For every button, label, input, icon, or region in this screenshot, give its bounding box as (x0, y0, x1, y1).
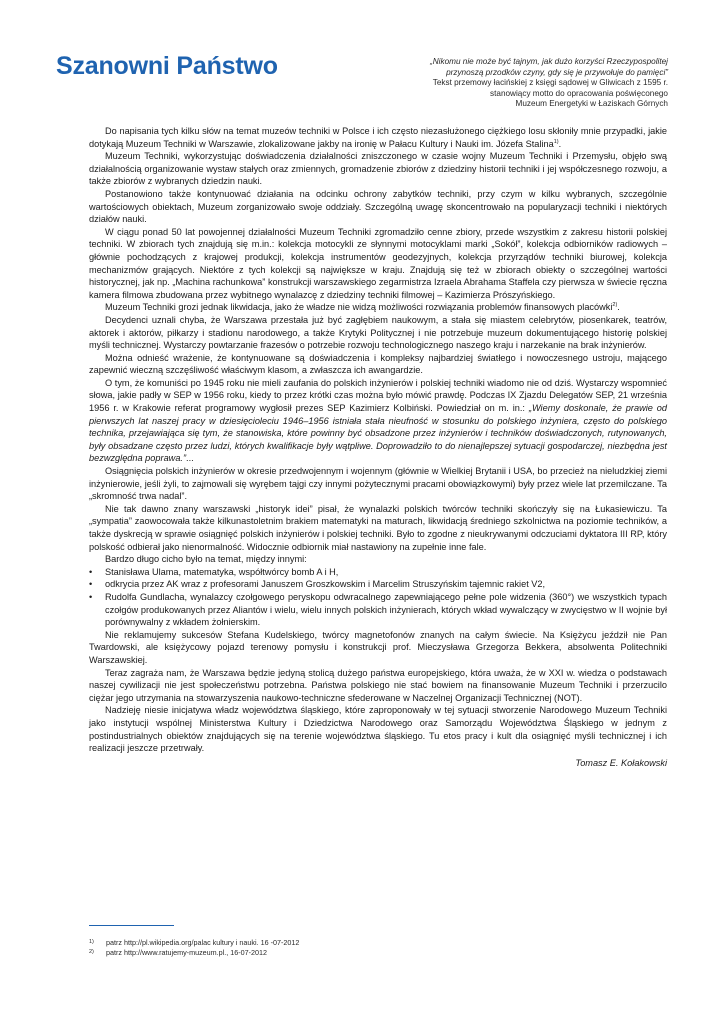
list-item (89, 566, 667, 579)
bullet-icon: • (89, 591, 93, 602)
footnote-number: 1) (89, 939, 94, 945)
epigraph (338, 57, 668, 110)
paragraph-text: O tym, że komuniści po 1945 roku nie mieli zaufania do polskich inżynierów i polskiej techniki wiadomo nie od dziś. Wystarczy wspomnieć słowa, jakie padły w SEP w 1956 roku, kiedy to przez krótki czas można było mówić prawdę. Podczas IX Zjazdu Delegatów SEP, 21 września 1956 r. w Krakowie referat programowy wygłosił prezes SEP Kazimierz Kolbiński. Powiedział on m. in.: (89, 377, 667, 414)
paragraph: Muzeum Techniki, wykorzystując doświadczenia działalności zniszczonego w czasie wojny Muzeum Techniki i Przemysłu, objęło swą działalnością organizowanie wystaw stałych oraz zmiennych, gromadzenie zbiorów z dziedziny historii techniki i jej współczesnego rozwoju, a także zbiorów z wybranych dziedzin nauki. (89, 151, 667, 187)
list-item (89, 578, 667, 591)
list-item (89, 591, 667, 629)
paragraph: Postanowiono także kontynuować działania na odcinku ochrony zabytków techniki, przy czym w kilku wybranych, szczególnie wartościowych obiektach, Muzeum zorganizowało swoje oddziały. Szczególną uwagę skoncentrowało na popularyzacji techniki i niektórych działów nauki. (89, 188, 667, 225)
footnote-divider (89, 925, 174, 926)
paragraph (89, 125, 667, 150)
paragraph: Teraz zagraża nam, że Warszawa będzie jedyną stolicą dużego państwa europejskiego, która uważa, że w XXI w. wiedza o podstawach naszej cywilizacji nie jest społeczeństwu potrzebna. Państwa polskiego nie stać bowiem na finansowanie Muzeum Techniki i przerzucilo ciężar jego utrzymania na stowarzyszenia naukowo-techniczne sfederowane w Naczelnej Organizacji Technicznej (NOT). (89, 667, 667, 703)
page-title: Szanowni Państwo (56, 52, 278, 80)
footnote-ref: 2) (612, 302, 618, 309)
paragraph-text: Muzeum Techniki grozi jednak likwidacja, jako że władze nie widzą możliwości rozwiązania problemów finansowych placówki (105, 302, 613, 313)
paragraph: Można odnieść wrażenie, że kontynuowane są doświadczenia i kompleksy najbardziej światłego i nowoczesnego ustroju, mającego zapewnić wieczną szczęśliwość właściwym klasom, a zwłaszcza ich awangardzie. (89, 352, 667, 376)
paragraph-end: . (617, 302, 620, 313)
paragraph: Nie reklamujemy sukcesów Stefana Kudelskiego, twórcy magnetofonów znanych na całym świecie. Na Księżycu jeździł nie Pan Twardowski, ale księżycowy pojazd terenowy pomysłu i konstrukcji prof. Mieczysława Grzegorza Bekkera, absolwenta Politechniki Warszawskiej. (89, 629, 667, 665)
epigraph-source-line: Tekst przemowy łacińskiej z księgi sądowej w Gliwicach z 1595 r. (432, 78, 668, 88)
paragraph: Decydenci uznali chyba, że Warszawa przestała już być zagłębiem naukowym, a stała się miastem celebrytów, piosenkarek, teatrów, aktorek i aktorów, piłkarzy i stadionu narodowego, a także Krytyki Politycznej i nie potrzebuje muzeum dokumentującego historię polskiej myśli technicznej. Wystarczy powtarzanie frazesów o potrzebie rozwoju technologicznego naszego kraju i narzekanie na brak inżynierów. (89, 314, 667, 351)
epigraph-source-line: stanowiący motto do opracowania poświęconego (490, 88, 668, 98)
author-signature: Tomasz E. Kołakowski (575, 757, 667, 768)
footnote-text: patrz http://www.ratujemy-muzeum.pl., 16-07-2012 (106, 948, 267, 958)
footnote (89, 948, 489, 958)
paragraph: Nie tak dawno znany warszawski „historyk idei” pisał, że wynalazki polskich twórców techniki skończyły się na Łukasiewiczu. Ta „sympatia” zaowocowała także kilkunastoletnim brakiem matematyki na maturach, likwidacją średniego szkolnictwa na poziomie techników, a także dyskrecją w sprawie osiągnięć polskich inżynierów i polskiej techniki. Było to zgodne z nieukrywanymi odczuciami dyktatora III RP, który polskość odbierał jako nienormalność. Widocznie odbiornik miał nastawiony na zupełnie inne fale. (89, 503, 667, 552)
paragraph: Bardzo długo cicho było na temat, między innymi: (105, 554, 307, 565)
paragraph (89, 377, 667, 465)
bullet-icon: • (89, 579, 93, 590)
epigraph-source-line: Muzeum Energetyki w Łaziskach Górnych (515, 99, 668, 109)
epigraph-quote-line: „Nikomu nie może być tajnym, jak dużo korzyści Rzeczypospolitej (430, 57, 668, 66)
paragraph (89, 301, 667, 314)
footnotes (89, 938, 489, 958)
italic-quote: „Wiemy doskonale, że prawie od pierwszych lat naszej pracy w dziesięcioleciu 1946–1956 istniała stała nieufność w stosunku do polskiego inżyniera, często do polskiego technika, przejawiająca się tym, że stanowiska, które powinny być obsadzone przez inżynierów i techników doświadczonych, rutynowanych, były obsadzane często przez ludzi, których kwalifikacje były wątpliwe. Doprowadziło to do nienajlepszej sytuacji gospodarczej, niezbędna jest bezwzględna poprawa.” (89, 403, 667, 464)
bullet-list (89, 566, 667, 629)
article-body (89, 125, 667, 769)
epigraph-quote-line: przynoszą przodków czyny, gdy się je przywołuje do pamięci” (446, 67, 668, 77)
paragraph-text: Do napisania tych kilku słów na temat muzeów techniki w Polsce i ich często niezasłużonego ciężkiego losu skłoniły mnie przypadki, jakie dotykają Muzeum Techniki w Warszawie, zlokalizowane jakby na ironię w Pałacu Kultury i Nauki im. Józefa Stalina (89, 126, 667, 149)
paragraph: Osiągnięcia polskich inżynierów w okresie przedwojennym i wojennym (głównie w Wielkiej Brytanii i USA, bo przecież na nieludzkiej ziemi inżynierowie, jeśli żyli, to zajmowali się wyrębem tajgi czy innymi pożytecznymi pracami obowiązkowymi) były przez wiele lat przemilczane. Ta „skromność trwa nadal”. (89, 466, 667, 502)
paragraph-end: ... (186, 453, 194, 464)
list-item-text: Stanisława Ulama, matematyka, współtwórcy bomb A i H, (105, 566, 339, 577)
footnote-number: 2) (89, 949, 94, 956)
list-item-text: Rudolfa Gundlacha, wynalazcy czołgowego peryskopu odwracalnego zapewniającego pełne pole widzenia (360°) we wszystkich typach czołgów produkowanych przez Aliantów i wielu, wielu innych polskich inżynierach, których wkład wywalczący w zwycięstwo w II wojnie był porównywalny z wkładem żołnierskim. (105, 591, 667, 628)
paragraph: W ciągu ponad 50 lat powojennej działalności Muzeum Techniki zgromadziło cenne zbiory, przede wszystkim z zakresu historii polskiej techniki. W zbiorach tych znajdują się m.in.: kolekcja motocykli ze słynnymi motocyklami marki „Sokół”, kolekcja odbiorników radiowych – głównie pochodzących z krajowej produkcji, kolekcja instrumentów geodezyjnych, kolekcja przyrządów techniki biurowej, kolekcja mechanizmów grających. Niektóre z tych kolekcji są największe w kraju. Znajdują się też w zbiorach obiekty o szczególnej wartości historycznej, jak np. „Machina rachunkowa” konstrukcji warszawskiego zegarmistrza Izraela Abrahama Staffela czy pierwsza w świecie ręczna kamera filmowa zbudowana przez wybitnego wynalazcę z dziedziny techniki filmowej – Kazimierza Prószyńskiego. (89, 226, 667, 300)
list-item-text: odkrycia przez AK wraz z profesorami Januszem Groszkowskim i Marcelim Struszyńskim tajemnic rakiet V2, (105, 579, 546, 590)
bullet-icon: • (89, 566, 93, 577)
footnote (89, 938, 489, 948)
footnote-ref: 1) (553, 138, 559, 145)
paragraph: Nadzieję niesie inicjatywa władz województwa śląskiego, które zaproponowały w tej sytuacji stworzenie Narodowego Muzeum Techniki jako instytucji wspólnej Ministerstwa Kultury i Dziedzictwa Narodowego oraz Samorządu Województwa Śląskiego w jednym z postindustrialnych obiektów znajdujących się na terenie województwa śląskiego. Tu etos pracy i kult dla osiągnięć myśli technicznej i ich realizacji jeszcze przetrwały. (89, 705, 667, 754)
paragraph-end: . (558, 138, 562, 149)
footnote-text: patrz http://pl.wikipedia.org/palac kultury i nauki. 16 -07-2012 (106, 938, 300, 947)
